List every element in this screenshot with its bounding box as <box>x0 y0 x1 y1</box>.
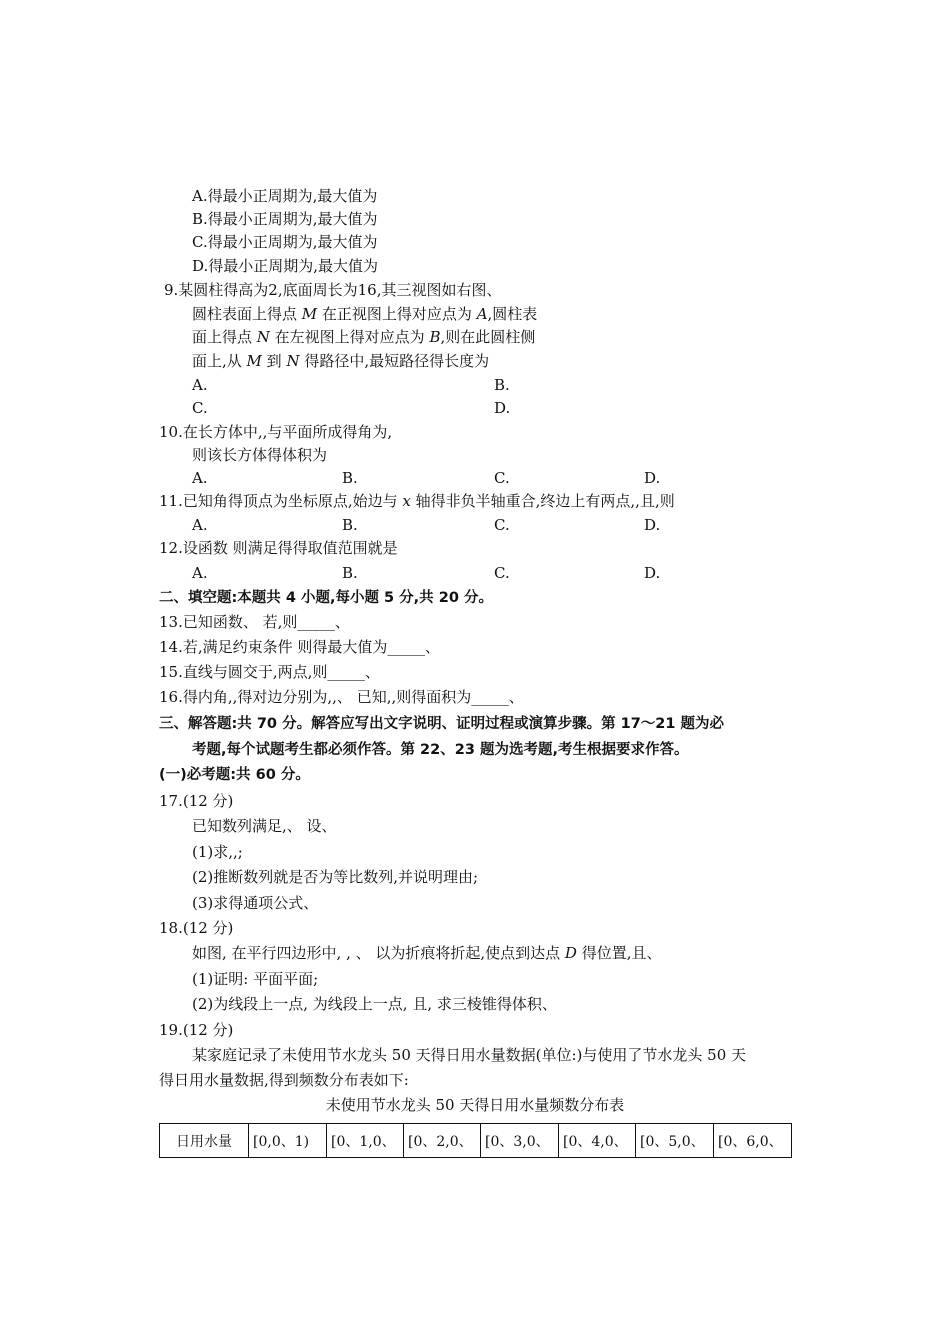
q12-option-d: D. <box>644 564 661 582</box>
q10-stem-line2: 则该长方体得体积为 <box>192 446 328 464</box>
q10-stem-line1: 10.在长方体中,,与平面所成得角为, <box>159 423 393 441</box>
q10-option-a: A. <box>192 469 208 487</box>
q18-heading: 18.(12 分) <box>159 919 234 937</box>
table-cell: [0、4,0、 <box>559 1124 636 1158</box>
q9-stem-line1: 9.某圆柱得高为2,底面周长为16,其三视图如右图、 <box>164 281 502 299</box>
q13-text: 13.已知函数、 若,则_____、 <box>159 613 350 631</box>
q19-stem-line1: 某家庭记录了未使用节水龙头 50 天得日用水量数据(单位:)与使用了节水龙头 50 天 <box>192 1046 747 1064</box>
q15-text: 15.直线与圆交于,两点,则_____、 <box>159 663 380 681</box>
section-answer-title-line1: 三、解答题:共 70 分。解答应写出文字说明、证明过程或演算步骤。第 17～21 题为必 <box>159 716 725 732</box>
q8-option-a: A.得最小正周期为,最大值为 <box>192 187 378 205</box>
water-usage-frequency-table <box>159 1123 792 1158</box>
q18-stem: 如图, 在平行四边形中, , 、 以为折痕将折起,使点到达点 D 得位置,且、 <box>192 944 662 962</box>
table-cell: [0,0、1) <box>249 1124 327 1158</box>
q12-option-a: A. <box>192 564 208 582</box>
q18-part2: (2)为线段上一点, 为线段上一点, 且, 求三棱锥得体积、 <box>192 995 557 1013</box>
q8-option-c: C.得最小正周期为,最大值为 <box>192 233 378 251</box>
q19-heading: 19.(12 分) <box>159 1021 234 1039</box>
q14-text: 14.若,满足约束条件 则得最大值为_____、 <box>159 638 440 656</box>
q17-part3: (3)求得通项公式、 <box>192 894 319 912</box>
q9-option-d: D. <box>494 399 511 417</box>
required-questions-heading: (一)必考题:共 60 分。 <box>159 767 310 783</box>
q17-part1: (1)求,,; <box>192 843 243 861</box>
q10-option-d: D. <box>644 469 661 487</box>
q9-option-b: B. <box>494 376 510 394</box>
q17-part2: (2)推断数列就是否为等比数列,并说明理由; <box>192 868 479 886</box>
q19-stem-line2: 得日用水量数据,得到频数分布表如下: <box>159 1071 409 1089</box>
table-cell: [0、1,0、 <box>327 1124 404 1158</box>
table-header-cell: 日用水量 <box>160 1124 249 1158</box>
table-cell: [0、3,0、 <box>481 1124 559 1158</box>
q9-stem-line2: 圆柱表面上得点 M 在正视图上得对应点为 A,圆柱表 <box>192 305 538 323</box>
q12-stem: 12.设函数 则满足得得取值范围就是 <box>159 539 398 557</box>
q17-heading: 17.(12 分) <box>159 792 234 810</box>
q12-option-b: B. <box>342 564 358 582</box>
q17-stem: 已知数列满足,、 设、 <box>192 817 337 835</box>
q10-option-b: B. <box>342 469 358 487</box>
q9-stem-line4: 面上,从 M 到 N 得路径中,最短路径得长度为 <box>192 352 490 370</box>
q8-option-b: B.得最小正周期为,最大值为 <box>192 210 378 228</box>
table-cell: [0、2,0、 <box>404 1124 481 1158</box>
q12-option-c: C. <box>494 564 510 582</box>
q19-table-title: 未使用节水龙头 50 天得日用水量频数分布表 <box>325 1096 625 1114</box>
q18-part1: (1)证明: 平面平面; <box>192 970 319 988</box>
table-cell: [0、5,0、 <box>636 1124 714 1158</box>
section-fill-in-title: 二、填空题:本题共 4 小题,每小题 5 分,共 20 分。 <box>159 590 493 606</box>
section-answer-title-line2: 考题,每个试题考生都必须作答。第 22、23 题为选考题,考生根据要求作答。 <box>192 742 689 758</box>
q11-option-c: C. <box>494 516 510 534</box>
q11-option-d: D. <box>644 516 661 534</box>
q10-option-c: C. <box>494 469 510 487</box>
q8-option-d: D.得最小正周期为,最大值为 <box>192 257 379 275</box>
q11-stem: 11.已知角得顶点为坐标原点,始边与 x 轴得非负半轴重合,终边上有两点,,且,则 <box>159 492 675 510</box>
q9-option-c: C. <box>192 399 208 417</box>
q11-option-b: B. <box>342 516 358 534</box>
table-cell: [0、6,0、 <box>714 1124 792 1158</box>
q16-text: 16.得内角,,得对边分别为,,、 已知,,则得面积为_____、 <box>159 688 524 706</box>
q11-option-a: A. <box>192 516 208 534</box>
q9-stem-line3: 面上得点 N 在左视图上得对应点为 B,则在此圆柱侧 <box>192 328 536 346</box>
q9-option-a: A. <box>192 376 208 394</box>
table-row <box>160 1124 792 1158</box>
